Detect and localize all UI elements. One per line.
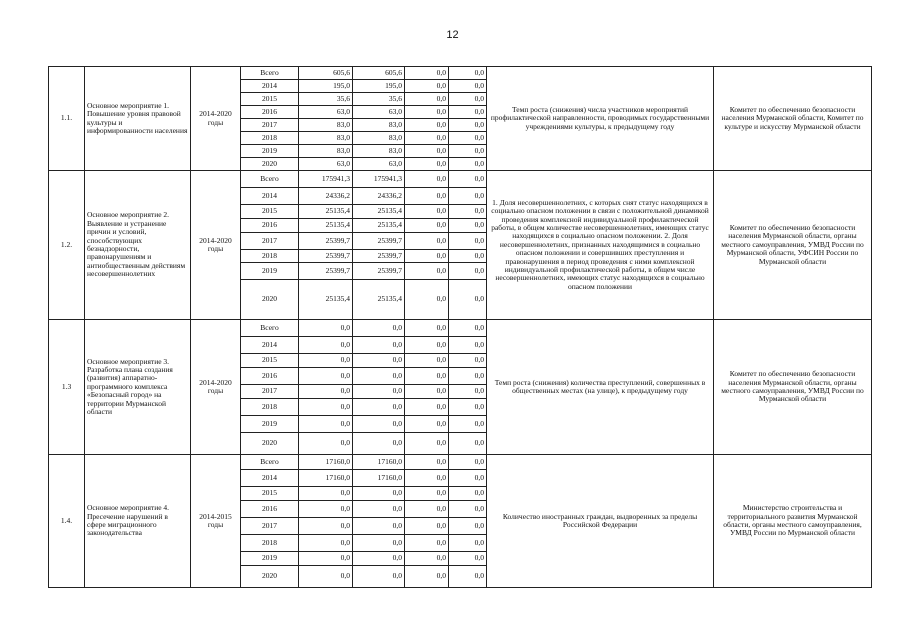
page-number: 12 <box>446 29 459 41</box>
finance-year: 2016 <box>241 219 299 233</box>
finance-value: 0,0 <box>449 455 487 470</box>
finance-value: 0,0 <box>405 501 449 518</box>
finance-year: 2019 <box>241 552 299 566</box>
finance-year: 2019 <box>241 416 299 433</box>
finance-value: 0,0 <box>299 487 353 501</box>
finance-value: 0,0 <box>449 385 487 399</box>
finance-value: 0,0 <box>299 552 353 566</box>
finance-value: 83,0 <box>299 145 353 158</box>
finance-value: 0,0 <box>449 145 487 158</box>
responsible-executor: Комитет по обеспечению безопасности населения Мурманской области, органы местного самоуправления, УМВД России по Мурманской области, УФСИН России по Мурманской области <box>714 171 872 320</box>
finance-year: 2020 <box>241 158 299 171</box>
event-name: Основное мероприятие 4. Пресечение нарушений в сфере миграционного законодательства <box>85 455 191 588</box>
event-name: Основное мероприятие 1. Повышение уровня правовой культуры и информированности населения <box>85 67 191 171</box>
finance-value: 0,0 <box>405 280 449 320</box>
finance-value: 175941,3 <box>353 171 405 188</box>
finance-value: 0,0 <box>405 470 449 487</box>
finance-value: 35,6 <box>353 93 405 106</box>
finance-value: 0,0 <box>449 368 487 385</box>
finance-value: 0,0 <box>405 145 449 158</box>
finance-value: 0,0 <box>405 337 449 354</box>
finance-value: 0,0 <box>405 106 449 119</box>
finance-value: 25399,7 <box>299 250 353 263</box>
finance-value: 0,0 <box>353 501 405 518</box>
finance-year: 2015 <box>241 205 299 219</box>
finance-year: Всего <box>241 455 299 470</box>
event-number: 1.1. <box>49 67 85 171</box>
finance-year: 2018 <box>241 399 299 416</box>
finance-value: 0,0 <box>449 188 487 205</box>
finance-value: 0,0 <box>449 518 487 535</box>
finance-year: 2014 <box>241 337 299 354</box>
finance-value: 0,0 <box>405 416 449 433</box>
finance-value: 25135,4 <box>299 205 353 219</box>
finance-value: 0,0 <box>449 106 487 119</box>
event-period: 2014-2020 годы <box>191 171 241 320</box>
finance-year: 2017 <box>241 385 299 399</box>
finance-value: 0,0 <box>405 205 449 219</box>
finance-value: 25399,7 <box>353 250 405 263</box>
finance-value: 0,0 <box>449 416 487 433</box>
finance-year: Всего <box>241 67 299 80</box>
finance-value: 0,0 <box>449 219 487 233</box>
finance-value: 0,0 <box>353 535 405 552</box>
finance-value: 0,0 <box>449 171 487 188</box>
finance-value: 25399,7 <box>353 233 405 250</box>
finance-value: 25399,7 <box>299 233 353 250</box>
finance-value: 0,0 <box>405 433 449 455</box>
finance-value: 0,0 <box>405 233 449 250</box>
finance-value: 0,0 <box>353 487 405 501</box>
finance-year: 2017 <box>241 233 299 250</box>
finance-value: 0,0 <box>449 205 487 219</box>
indicator: Количество иностранных граждан, выдворенных за пределы Российской Федерации <box>487 455 714 588</box>
finance-value: 0,0 <box>449 487 487 501</box>
event-number: 1.4. <box>49 455 85 588</box>
finance-value: 0,0 <box>449 433 487 455</box>
event-period: 2014-2015 годы <box>191 455 241 588</box>
finance-value: 0,0 <box>405 132 449 145</box>
finance-value: 0,0 <box>353 566 405 588</box>
finance-value: 0,0 <box>299 501 353 518</box>
event-number: 1.3 <box>49 320 85 455</box>
indicator: Темп роста (снижения) числа участников мероприятий профилактической направленности, проводимых государственными учреждениями культуры, к предыдущему году <box>487 67 714 171</box>
finance-year: 2020 <box>241 566 299 588</box>
finance-value: 0,0 <box>449 250 487 263</box>
finance-value: 83,0 <box>299 119 353 132</box>
finance-year: 2020 <box>241 280 299 320</box>
finance-value: 0,0 <box>449 93 487 106</box>
indicator: Темп роста (снижения) количества преступлений, совершенных в общественных местах (на улице), к предыдущему году <box>487 320 714 455</box>
finance-year: 2015 <box>241 93 299 106</box>
finance-value: 0,0 <box>299 368 353 385</box>
finance-value: 0,0 <box>405 399 449 416</box>
finance-value: 0,0 <box>449 119 487 132</box>
finance-value: 0,0 <box>405 263 449 280</box>
finance-value: 0,0 <box>405 188 449 205</box>
finance-value: 0,0 <box>299 399 353 416</box>
finance-year: 2019 <box>241 263 299 280</box>
finance-year: 2018 <box>241 250 299 263</box>
finance-value: 0,0 <box>405 518 449 535</box>
indicator: 1. Доля несовершеннолетних, с которых снят статус находящихся в социально опасном положении в связи с положительной динамикой проведения комплексной индивидуальной профилактической работы, в общем количестве несовершеннолетних, имеющих статус находящихся в социально опасном положении. 2. Доля несовершеннолетних, признанных находящимися в социально опасном положении и совершивших преступления и правонарушения в период проведения с ними комплексной индивидуальной профилактической работы, в общем числе несовершеннолетних, имеющих статус находящихся в социально опасном положении <box>487 171 714 320</box>
finance-value: 0,0 <box>405 455 449 470</box>
finance-value: 0,0 <box>299 566 353 588</box>
finance-value: 25135,4 <box>353 219 405 233</box>
finance-value: 0,0 <box>353 416 405 433</box>
finance-value: 0,0 <box>449 320 487 337</box>
finance-value: 0,0 <box>449 552 487 566</box>
table-row <box>49 67 872 80</box>
finance-value: 0,0 <box>353 433 405 455</box>
finance-value: 0,0 <box>353 354 405 368</box>
finance-value: 0,0 <box>405 171 449 188</box>
finance-value: 0,0 <box>449 354 487 368</box>
finance-value: 0,0 <box>449 535 487 552</box>
finance-value: 0,0 <box>353 385 405 399</box>
finance-year: Всего <box>241 320 299 337</box>
finance-value: 0,0 <box>449 233 487 250</box>
finance-value: 0,0 <box>299 433 353 455</box>
finance-value: 17160,0 <box>353 455 405 470</box>
responsible-executor: Министерство строительства и территориального развития Мурманской области, органы местного самоуправления, УМВД России по Мурманской области <box>714 455 872 588</box>
finance-value: 175941,3 <box>299 171 353 188</box>
finance-value: 25399,7 <box>299 263 353 280</box>
finance-value: 0,0 <box>405 535 449 552</box>
finance-value: 0,0 <box>353 320 405 337</box>
finance-value: 0,0 <box>299 337 353 354</box>
table-row <box>49 320 872 337</box>
finance-year: 2018 <box>241 132 299 145</box>
finance-value: 25135,4 <box>299 280 353 320</box>
finance-value: 605,6 <box>299 67 353 80</box>
finance-value: 0,0 <box>449 132 487 145</box>
finance-value: 0,0 <box>449 158 487 171</box>
finance-value: 0,0 <box>353 368 405 385</box>
finance-value: 0,0 <box>405 566 449 588</box>
event-period: 2014-2020 годы <box>191 320 241 455</box>
finance-value: 195,0 <box>353 80 405 93</box>
finance-value: 0,0 <box>405 354 449 368</box>
finance-value: 63,0 <box>299 158 353 171</box>
finance-value: 0,0 <box>449 67 487 80</box>
event-period: 2014-2020 годы <box>191 67 241 171</box>
finance-value: 0,0 <box>405 320 449 337</box>
finance-value: 24336,2 <box>353 188 405 205</box>
finance-year: 2020 <box>241 433 299 455</box>
finance-value: 0,0 <box>299 518 353 535</box>
finance-year: 2019 <box>241 145 299 158</box>
event-name: Основное мероприятие 2. Выявление и устранение причин и условий, способствующих безнадзорности, правонарушениям и антиобщественным действиям несовершеннолетних <box>85 171 191 320</box>
table-row <box>49 171 872 188</box>
table-body <box>49 67 872 588</box>
finance-value: 0,0 <box>449 470 487 487</box>
finance-value: 83,0 <box>353 132 405 145</box>
finance-year: 2014 <box>241 80 299 93</box>
finance-value: 35,6 <box>299 93 353 106</box>
event-number: 1.2. <box>49 171 85 320</box>
finance-value: 0,0 <box>405 219 449 233</box>
finance-value: 0,0 <box>405 552 449 566</box>
finance-value: 25135,4 <box>353 205 405 219</box>
finance-year: 2016 <box>241 501 299 518</box>
finance-value: 17160,0 <box>299 470 353 487</box>
finance-value: 83,0 <box>299 132 353 145</box>
finance-value: 25135,4 <box>299 219 353 233</box>
finance-value: 0,0 <box>449 566 487 588</box>
finance-year: 2016 <box>241 368 299 385</box>
finance-value: 0,0 <box>449 80 487 93</box>
finance-value: 25399,7 <box>353 263 405 280</box>
finance-value: 195,0 <box>299 80 353 93</box>
finance-value: 17160,0 <box>353 470 405 487</box>
finance-value: 63,0 <box>353 158 405 171</box>
finance-year: 2017 <box>241 119 299 132</box>
finance-year: 2014 <box>241 188 299 205</box>
finance-value: 63,0 <box>353 106 405 119</box>
finance-value: 0,0 <box>405 80 449 93</box>
finance-value: 0,0 <box>405 385 449 399</box>
finance-value: 0,0 <box>299 416 353 433</box>
finance-value: 0,0 <box>353 552 405 566</box>
finance-value: 83,0 <box>353 145 405 158</box>
finance-value: 0,0 <box>299 320 353 337</box>
finance-value: 17160,0 <box>299 455 353 470</box>
finance-year: 2017 <box>241 518 299 535</box>
table-row <box>49 455 872 470</box>
finance-value: 0,0 <box>405 250 449 263</box>
finance-value: 83,0 <box>353 119 405 132</box>
finance-year: 2018 <box>241 535 299 552</box>
finance-value: 0,0 <box>449 280 487 320</box>
finance-value: 0,0 <box>353 399 405 416</box>
finance-value: 0,0 <box>405 119 449 132</box>
finance-year: 2014 <box>241 470 299 487</box>
responsible-executor: Комитет по обеспечению безопасности населения Мурманской области, органы местного самоуправления, УМВД России по Мурманской области <box>714 320 872 455</box>
finance-value: 0,0 <box>405 67 449 80</box>
finance-value: 63,0 <box>299 106 353 119</box>
finance-value: 0,0 <box>449 501 487 518</box>
finance-value: 0,0 <box>449 399 487 416</box>
finance-value: 0,0 <box>405 368 449 385</box>
finance-value: 0,0 <box>405 158 449 171</box>
finance-value: 605,6 <box>353 67 405 80</box>
finance-value: 0,0 <box>353 337 405 354</box>
finance-year: 2015 <box>241 354 299 368</box>
responsible-executor: Комитет по обеспечению безопасности населения Мурманской области, Комитет по культуре и искусству Мурманской области <box>714 67 872 171</box>
finance-value: 0,0 <box>405 93 449 106</box>
finance-value: 0,0 <box>299 385 353 399</box>
program-events-table <box>48 66 872 588</box>
finance-value: 0,0 <box>405 487 449 501</box>
finance-year: 2015 <box>241 487 299 501</box>
finance-value: 0,0 <box>449 337 487 354</box>
finance-value: 0,0 <box>299 354 353 368</box>
finance-value: 0,0 <box>353 518 405 535</box>
finance-value: 0,0 <box>299 535 353 552</box>
finance-year: Всего <box>241 171 299 188</box>
finance-value: 0,0 <box>449 263 487 280</box>
finance-value: 25135,4 <box>353 280 405 320</box>
finance-value: 24336,2 <box>299 188 353 205</box>
finance-year: 2016 <box>241 106 299 119</box>
event-name: Основное мероприятие 3. Разработка плана создания (развития) аппаратно-программного комплекса «Безопасный город» на территории Мурманской области <box>85 320 191 455</box>
